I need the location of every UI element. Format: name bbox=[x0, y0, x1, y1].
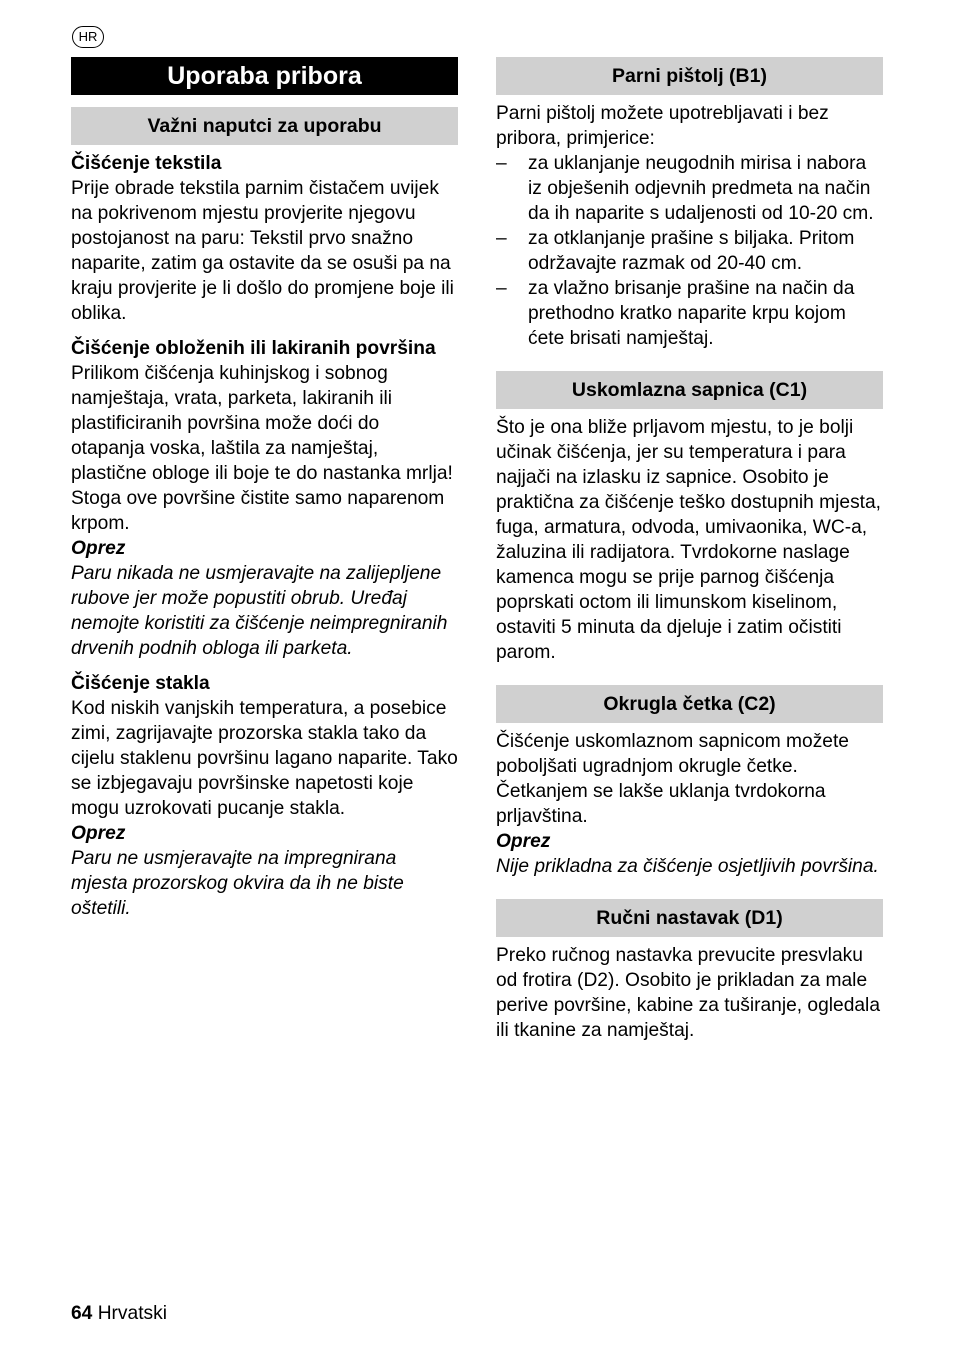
page-footer bbox=[71, 1301, 167, 1326]
language-badge: HR bbox=[72, 26, 104, 48]
section-heading-round-brush: Okrugla četka (C2) bbox=[496, 685, 883, 723]
brush-caution-text: Nije prikladna za čišćenje osjetljivih površina. bbox=[496, 856, 879, 877]
glass-caution-label: Oprez bbox=[71, 823, 126, 844]
glass-text: Kod niskih vanjskih temperatura, a posebice zimi, zagrijavajte prozorska stakla tako da cijelu staklenu površinu lagano naparite. Tako se izbjegavaju površinske napetosti koje mogu uzrokovati pucanje stakla. bbox=[71, 698, 458, 819]
section-heading-important-notes: Važni naputci za uporabu bbox=[71, 107, 458, 145]
steam-gun-list bbox=[496, 151, 883, 351]
surfaces-caution-text: Paru nikada ne usmjeravajte na zalijepljene rubove jer može popustiti obrub. Uređaj nemojte koristiti za čišćenje neimpregniranih drvenih podnih obloga ili parketa. bbox=[71, 563, 448, 659]
textiles-text: Prije obrade tekstila parnim čistačem uvijek na pokrivenom mjestu provjerite njegovu postojanost na paru: Tekstil prvo snažno naparite, zatim ga ostavite da se osuši pa na kraju provjerite je li došlo do promjene boje ili oblika. bbox=[71, 178, 454, 324]
brush-caution-label: Oprez bbox=[496, 831, 551, 852]
section-heading-steam-gun: Parni pištolj (B1) bbox=[496, 57, 883, 95]
dash-bullet: – bbox=[496, 278, 507, 299]
steam-gun-intro: Parni pištolj možete upotrebljavati i bez pribora, primjerice: bbox=[496, 103, 829, 149]
glass-heading: Čišćenje stakla bbox=[71, 673, 210, 694]
section-heading-nozzle: Uskomlazna sapnica (C1) bbox=[496, 371, 883, 409]
surfaces-text: Prilikom čišćenja kuhinjskog i sobnog namještaja, vrata, parketa, lakiranih ili plastificiranih površina može doći do otapanja voska, laštila za namještaj, plastične obloge ili boje te do nastanka mrlja! Stoga ove površine čistite samo naparenom krpom. bbox=[71, 363, 453, 534]
right-column bbox=[496, 57, 883, 1043]
brush-text: Čišćenje uskomlaznom sapnicom možete poboljšati ugradnjom okrugle četke. Četkanjem se lakše uklanja tvrdokorna prljavština. bbox=[496, 731, 849, 827]
list-item: – za otklanjanje prašine s biljaka. Pritom održavajte razmak od 20-40 cm. bbox=[496, 228, 855, 274]
dash-bullet: – bbox=[496, 228, 507, 249]
page-title: Uporaba pribora bbox=[71, 57, 458, 95]
hand-tool-text: Preko ručnog nastavka prevucite presvlaku od frotira (D2). Osobito je prikladan za male perive površine, kabine za tuširanje, ogledala ili tkanine za namještaj. bbox=[496, 945, 880, 1041]
dash-bullet: – bbox=[496, 153, 507, 174]
nozzle-text: Što je ona bliže prljavom mjestu, to je bolji učinak čišćenja, jer su temperatura i para najjači na izlasku iz sapnice. Osobito je praktična za čišćenje teško dostupnih mjesta, fuga, armatura, odvoda, umivaonika, WC-a, žaluzina ili radijatora. Tvrdokorne naslage kamenca mogu se prije parnog čišćenja poprskati octom ili limunskom kiselinom, ostaviti 5 minuta da djeluje i zatim očistiti parom. bbox=[496, 417, 882, 663]
list-item: – za vlažno brisanje prašine na način da prethodno kratko naparite krpu kojom ćete brisati namještaj. bbox=[496, 278, 855, 349]
section-heading-hand-tool: Ručni nastavak (D1) bbox=[496, 899, 883, 937]
footer-language: Hrvatski bbox=[97, 1303, 167, 1324]
list-item: – za uklanjanje neugodnih mirisa i nabora iz obješenih odjevnih predmeta na način da ih naparite s udaljenosti od 10-20 cm. bbox=[496, 153, 874, 224]
left-column bbox=[71, 57, 458, 921]
page-number: 64 bbox=[71, 1303, 93, 1324]
surfaces-heading: Čišćenje obloženih ili lakiranih površina bbox=[71, 338, 436, 359]
surfaces-caution-label: Oprez bbox=[71, 538, 126, 559]
glass-caution-text: Paru ne usmjeravajte na impregnirana mjesta prozorskog okvira da ih ne biste oštetili. bbox=[71, 848, 404, 919]
textiles-heading: Čišćenje tekstila bbox=[71, 153, 222, 174]
